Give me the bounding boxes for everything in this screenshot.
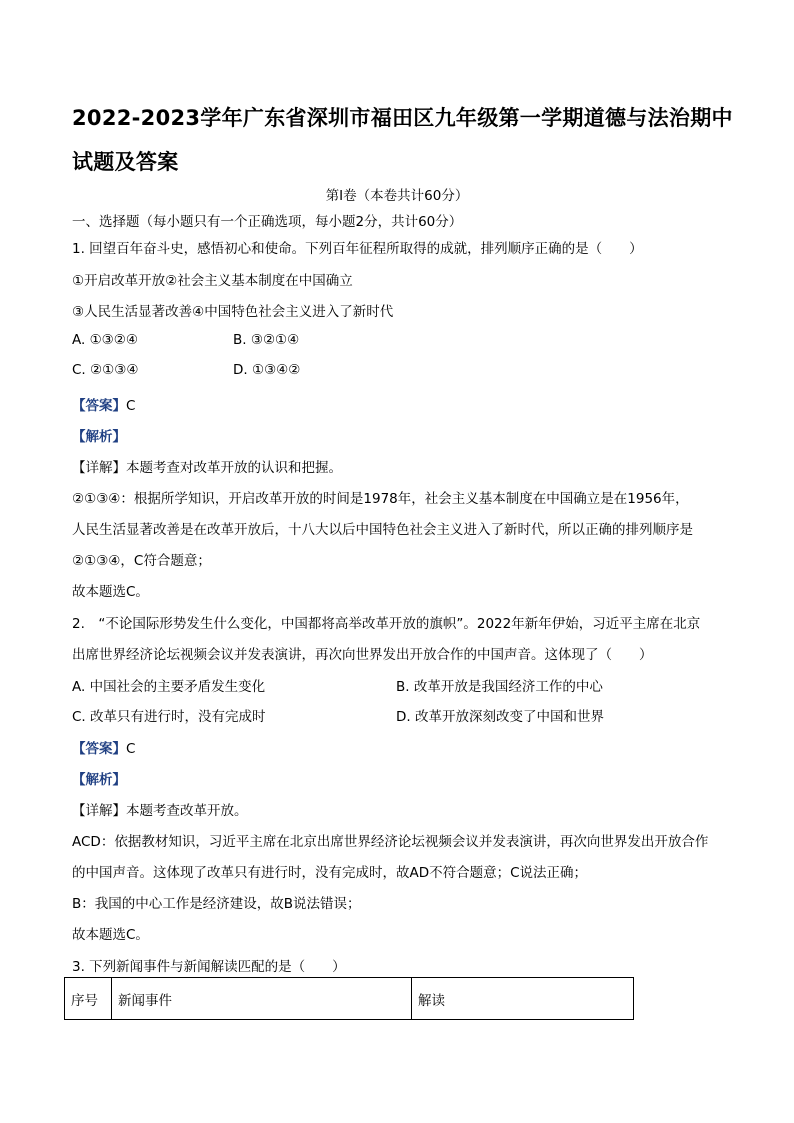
q2-option-b: B. 改革开放是我国经济工作的中心 [396,679,603,695]
q2-option-d: D. 改革开放深刻改变了中国和世界 [396,709,604,725]
q1-items-line1: ①开启改革开放②社会主义基本制度在中国确立 [72,273,353,289]
q1-answer-tag: 【答案】 [72,398,126,414]
q2-detail-row [72,799,248,819]
table-header-number: 序号 [65,978,112,1020]
q1-explanation-line1: ②①③④：根据所学知识，开启改革开放的时间是1978年，社会主义基本制度在中国确立是在1956年， [72,491,689,507]
document-title-line1: 2022-2023学年广东省深圳市福田区九年级第一学期道德与法治期中 [72,106,733,130]
q2-answer-tag: 【答案】 [72,741,126,757]
q2-stem-line1: 2. “不论国际形势发生什么变化，中国都将高举改革开放的旗帜”。2022年新年伊始，习近平主席在北京 [72,616,701,632]
q1-analysis-tag: 【解析】 [72,429,126,445]
table-header-event: 新闻事件 [112,978,412,1020]
q1-conclusion: 故本题选C。 [72,584,149,600]
q1-option-d: D. ①③④② [233,362,301,378]
q1-stem: 1. 回望百年奋斗史，感悟初心和使命。下列百年征程所取得的成就，排列顺序正确的是（ ） [72,241,643,257]
q1-analysis-row [72,425,126,445]
q1-option-c: C. ②①③④ [72,362,139,378]
q1-answer-row [72,394,135,414]
q1-option-a: A. ①③②④ [72,332,138,348]
q2-explanation-line2: 的中国声音。这体现了改革只有进行时，没有完成时，故AD不符合题意；C说法正确； [72,865,588,881]
q3-news-table [64,977,634,1020]
document-title-line2: 试题及答案 [72,150,179,174]
q2-answer-value: C [126,741,136,757]
q2-explanation-line1: ACD：依据教材知识，习近平主席在北京出席世界经济论坛视频会议并发表演讲，再次向世界发出开放合作 [72,834,709,850]
q2-option-a: A. 中国社会的主要矛盾发生变化 [72,679,266,695]
table-header-interpretation: 解读 [412,978,634,1020]
q1-detail-row [72,456,342,476]
q1-option-b: B. ③②①④ [233,332,300,348]
q2-answer-row [72,737,135,757]
q1-explanation-line2: 人民生活显著改善是在改革开放后，十八大以后中国特色社会主义进入了新时代，所以正确的排列顺序是 [72,522,693,538]
q2-analysis-tag: 【解析】 [72,772,126,788]
q2-detail-text: 本题考查改革开放。 [126,803,248,819]
q2-stem-line2: 出席世界经济论坛视频会议并发表演讲，再次向世界发出开放合作的中国声音。这体现了（ ） [72,647,653,663]
q1-explanation-line3: ②①③④，C符合题意； [72,553,211,569]
q2-explanation-line3: B：我国的中心工作是经济建设，故B说法错误； [72,896,361,912]
section-instruction: 一、选择题（每小题只有一个正确选项，每小题2分，共计60分） [72,214,463,230]
q1-answer-value: C [126,398,136,414]
q1-items-line2: ③人民生活显著改善④中国特色社会主义进入了新时代 [72,304,394,320]
q2-detail-tag: 【详解】 [72,803,126,819]
q1-detail-tag: 【详解】 [72,460,126,476]
q2-analysis-row [72,768,126,788]
q3-stem: 3. 下列新闻事件与新闻解读匹配的是（ ） [72,959,346,975]
q1-detail-text: 本题考查对改革开放的认识和把握。 [126,460,342,476]
q2-option-c: C. 改革只有进行时，没有完成时 [72,709,266,725]
q2-conclusion: 故本题选C。 [72,927,149,943]
section-header: 第Ⅰ卷（本卷共计60分） [325,188,469,204]
table-header-row [65,978,634,1020]
